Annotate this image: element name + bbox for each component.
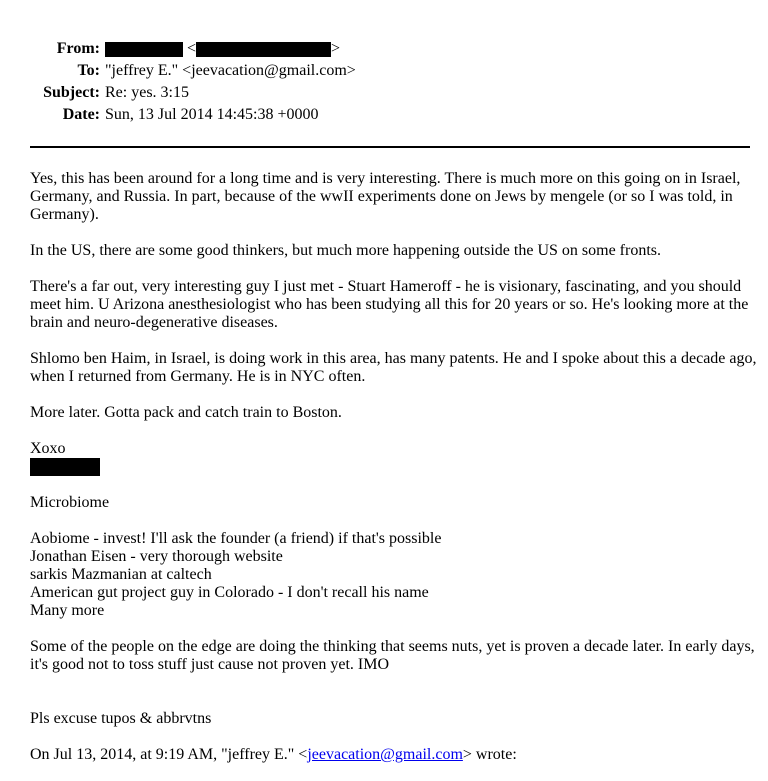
- paragraph-3: There's a far out, very interesting guy I just met - Stuart Hameroff - he is visionary, fascinating, and you should meet him. U Arizona anesthesiologist who has been studying all this for 20 years or so. He's looking more at the brain and neuro-degenerative diseases.: [30, 278, 749, 331]
- redacted-signature: [30, 458, 100, 476]
- date-value: Sun, 13 Jul 2014 14:45:38 +0000: [105, 106, 319, 123]
- list-item: Many more: [30, 602, 105, 619]
- spacer: [30, 692, 760, 710]
- to-row: [0, 60, 768, 82]
- list-item: Jonathan Eisen - very thorough website: [30, 548, 283, 565]
- header-divider: [30, 146, 750, 148]
- list-item: sarkis Mazmanian at caltech: [30, 566, 212, 583]
- from-gt: >: [331, 40, 341, 57]
- subject-label: Subject:: [43, 84, 100, 101]
- from-lt: <: [187, 40, 197, 57]
- email-header: [0, 38, 768, 126]
- redacted-sender-email: [196, 42, 331, 57]
- paragraph-1: Yes, this has been around for a long time and is very interesting. There is much more on this going on in Israel, Germany, and Russia. In part, because of the wwII experiments done on Jews by mengele (or so I was told, in Germany).: [30, 170, 741, 223]
- to-label: To:: [77, 62, 100, 79]
- from-label: From:: [56, 40, 100, 57]
- quote-email-link[interactable]: jeevacation@gmail.com: [307, 746, 463, 763]
- paragraph-4: Shlomo ben Haim, in Israel, is doing work in this area, has many patents. He and I spoke about this a decade ago, when I returned from Germany. He is in NYC often.: [30, 350, 757, 385]
- list-item: Aobiome - invest! I'll ask the founder (a friend) if that's possible: [30, 530, 442, 547]
- paragraph-6: Some of the people on the edge are doing the thinking that seems nuts, yet is proven a decade later. In early days, it's good not to toss stuff just cause not proven yet. IMO: [30, 638, 755, 673]
- date-row: [0, 104, 768, 126]
- paragraph-5: More later. Gotta pack and catch train to Boston.: [30, 404, 342, 421]
- date-label: Date:: [62, 106, 100, 123]
- signoff: Xoxo: [30, 440, 66, 457]
- from-row: [0, 38, 768, 60]
- quote-suffix: > wrote:: [462, 746, 517, 763]
- quote-attribution: [30, 746, 760, 764]
- subject-value: Re: yes. 3:15: [105, 84, 189, 101]
- to-value: "jeffrey E." <jeevacation@gmail.com>: [105, 62, 356, 79]
- email-body: [30, 170, 760, 764]
- quote-prefix: On Jul 13, 2014, at 9:19 AM, "jeffrey E." <: [30, 746, 308, 763]
- subject-row: [0, 82, 768, 104]
- paragraph-2: In the US, there are some good thinkers, but much more happening outside the US on some fronts.: [30, 242, 661, 259]
- microbiome-list: [30, 530, 760, 620]
- redacted-sender-name: [105, 42, 183, 57]
- list-item: American gut project guy in Colorado - I don't recall his name: [30, 584, 429, 601]
- from-value: [105, 40, 340, 58]
- excuse-line: Pls excuse tupos & abbrvtns: [30, 710, 212, 727]
- microbiome-title: Microbiome: [30, 494, 110, 511]
